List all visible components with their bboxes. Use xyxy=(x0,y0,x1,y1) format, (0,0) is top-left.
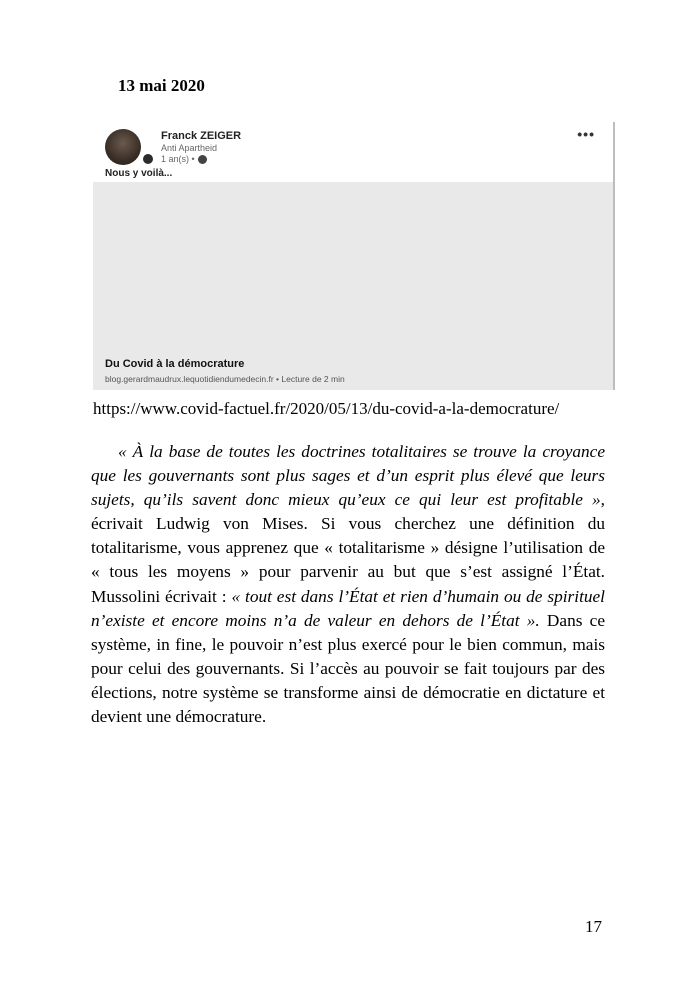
page-date: 13 mai 2020 xyxy=(118,76,205,95)
link-preview xyxy=(93,354,613,390)
link-source: blog.gerardmaudrux.lequotidiendumedecin.fr • Lecture de 2 min xyxy=(105,374,345,384)
globe-icon xyxy=(198,155,207,164)
post-time: 1 an(s) • xyxy=(161,154,195,164)
post-meta xyxy=(161,154,207,164)
source-url: https://www.covid-factuel.fr/2020/05/13/du-covid-a-la-democrature/ xyxy=(93,399,560,418)
paragraph-text-2: Dans ce système, in fine, le pouvoir n’est plus exercé pour le bien commun, mais pour celui des gouvernants. Si l’accès au pouvoir se fait toujours par des élections, notre système se transforme ainsi de démocratie en dictature et devient une démocrature. xyxy=(91,610,606,727)
facebook-post-screenshot xyxy=(91,122,615,390)
post-caption: Nous y voilà... xyxy=(105,168,173,179)
page-number: 17 xyxy=(585,917,602,936)
quote-mussolini: « tout est dans l’État et rien d’humain ou de spirituel n’existe et encore moins n’a de valeur en dehors de l’État ». xyxy=(91,586,605,630)
paragraph-text-1: écrivait Ludwig von Mises. Si vous cherchez une définition du totalitarisme, vous apprenez que « totalitarisme » désigne l’utilisation de « tous les moyens » pour parvenir au but que s’est assigné l’État. Mussolini écrivait : xyxy=(91,514,605,606)
link-title: Du Covid à la démocrature xyxy=(105,358,245,370)
post-subtitle: Anti Apartheid xyxy=(161,143,218,153)
avatar xyxy=(105,129,141,165)
post-author: Franck ZEIGER xyxy=(161,130,242,142)
quote-mises: « À la base de toutes les doctrines totalitaires se trouve la croyance que les gouvernants sont plus sages et d’un esprit plus élevé que leurs sujets, qu’ils savent donc mieux qu’eux ce qui leur est profitable », xyxy=(91,442,605,510)
post-image-placeholder xyxy=(93,182,613,354)
body-paragraph xyxy=(91,440,605,729)
status-dot-icon xyxy=(141,152,155,166)
more-options-icon: ••• xyxy=(577,126,595,142)
